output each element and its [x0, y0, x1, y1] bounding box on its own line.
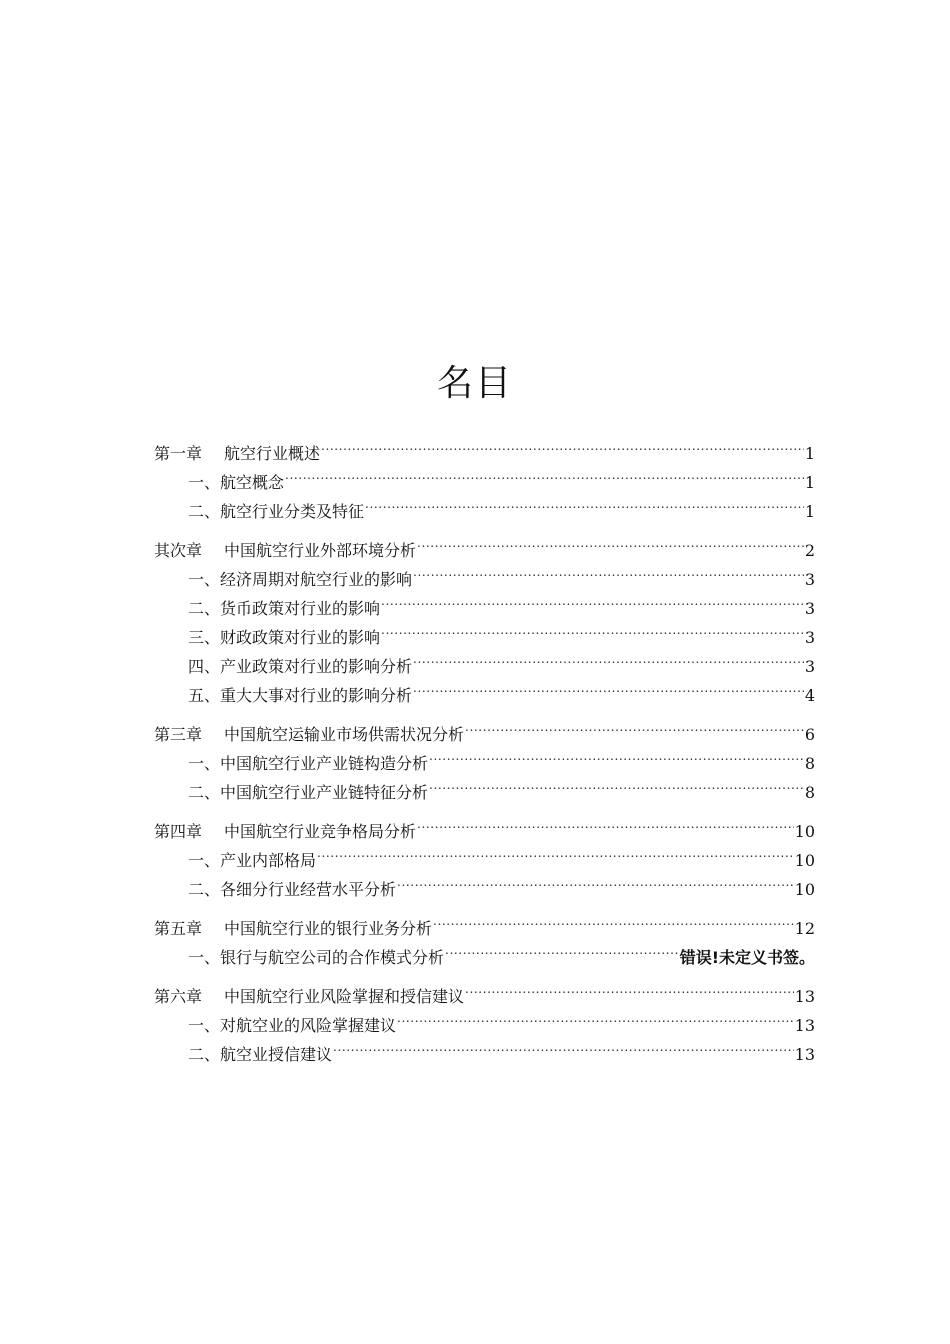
dot-leader: [417, 808, 794, 837]
toc-entry-chapter-6[interactable]: [154, 973, 815, 1006]
toc-entry-page: 2: [804, 541, 815, 560]
toc-entry-text: 航空行业概述: [224, 444, 321, 463]
toc-entry-page: 3: [804, 628, 815, 647]
toc-entry-text: 航空行业分类及特征: [220, 502, 365, 521]
toc-entry-text: 中国航空行业产业链构造分析: [220, 754, 429, 773]
toc-entry-text: 中国航空行业外部环境分析: [224, 541, 417, 560]
toc-entry-number: 二、: [188, 502, 221, 521]
toc-entry-text: 产业政策对行业的影响分析: [220, 657, 413, 676]
toc-entry-text: 产业内部格局: [220, 851, 317, 870]
toc-entry-number: 第四章: [154, 822, 203, 841]
toc-entry-text: 航空业授信建议: [220, 1045, 333, 1064]
toc-entry-page: 13: [794, 1045, 815, 1064]
toc-entry-number: 三、: [188, 628, 221, 647]
dot-leader: [285, 459, 804, 488]
dot-leader: [413, 556, 804, 585]
dot-leader: [381, 585, 804, 614]
dot-leader: [445, 934, 679, 963]
toc-entry-text: 银行与航空公司的合作模式分析: [220, 948, 445, 967]
toc-entry-text: 对航空业的风险掌握建议: [220, 1016, 397, 1035]
toc-entry-text: 中国航空运输业市场供需状况分析: [224, 725, 465, 744]
toc-entry-page: 1: [804, 502, 815, 521]
toc-entry-number: 二、: [188, 599, 221, 618]
dot-leader: [321, 430, 804, 459]
dot-leader: [317, 837, 794, 866]
toc-entry-page: 10: [794, 822, 815, 841]
toc-entry-number: 二、: [188, 1045, 221, 1064]
toc-entry-text: 中国航空行业竞争格局分析: [224, 822, 417, 841]
toc-entry-chapter-1[interactable]: [154, 430, 815, 463]
toc-entry-page: 6: [804, 725, 815, 744]
toc-entry-number: 一、: [188, 754, 221, 773]
toc-entry-number: 四、: [188, 657, 221, 676]
toc-entry-text: 货币政策对行业的影响: [220, 599, 381, 618]
dot-leader: [465, 973, 794, 1002]
toc-entry-number: 五、: [188, 686, 221, 705]
dot-leader: [429, 769, 804, 798]
toc-entry-number: 一、: [188, 1016, 221, 1035]
dot-leader: [365, 488, 804, 517]
toc-entry-text: 各细分行业经营水平分析: [220, 880, 397, 899]
toc-title: 名目: [436, 363, 513, 404]
toc-entry-text: 航空概念: [220, 473, 285, 492]
toc-entry-page: 12: [794, 919, 815, 938]
toc-entry-page: 3: [804, 570, 815, 589]
toc-entry-page: 8: [804, 783, 815, 802]
toc-entry-page: 3: [804, 657, 815, 676]
toc-entry-number: 第一章: [154, 444, 203, 463]
dot-leader: [429, 740, 804, 769]
toc-entry-number: 一、: [188, 851, 221, 870]
dot-leader: [465, 711, 804, 740]
toc-entry-number: 一、: [188, 570, 221, 589]
toc-entry-text: 财政政策对行业的影响: [220, 628, 381, 647]
toc-entry-chapter-3[interactable]: [154, 711, 815, 744]
toc-entry-text: 中国航空行业风险掌握和授信建议: [224, 987, 465, 1006]
dot-leader: [433, 905, 794, 934]
toc-entry-page: 4: [804, 686, 815, 705]
dot-leader: [333, 1031, 794, 1060]
dot-leader: [397, 866, 794, 895]
toc-entry-chapter-5[interactable]: [154, 905, 815, 938]
toc-entry-page-error: 错误!未定义书签。: [679, 948, 815, 967]
toc-entry-text: 中国航空行业的银行业务分析: [224, 919, 433, 938]
toc-entry-text: 重大大事对行业的影响分析: [220, 686, 413, 705]
toc-entry-number: 第五章: [154, 919, 203, 938]
dot-leader: [397, 1002, 794, 1031]
table-of-contents: [154, 430, 815, 1064]
toc-entry-number: 第三章: [154, 725, 203, 744]
toc-entry-number: 一、: [188, 948, 221, 967]
toc-entry-number: 第六章: [154, 987, 203, 1006]
toc-entry-page: 13: [794, 1016, 815, 1035]
toc-entry-page: 3: [804, 599, 815, 618]
toc-entry-number: 二、: [188, 880, 221, 899]
toc-entry-text: 经济周期对航空行业的影响: [220, 570, 413, 589]
toc-entry-number: 其次章: [154, 541, 203, 560]
toc-entry-chapter-4[interactable]: [154, 808, 815, 841]
toc-entry-page: 10: [794, 880, 815, 899]
toc-entry-number: 二、: [188, 783, 221, 802]
dot-leader: [413, 672, 804, 701]
dot-leader: [417, 527, 804, 556]
toc-entry-page: 1: [804, 473, 815, 492]
dot-leader: [381, 614, 804, 643]
toc-entry-page: 8: [804, 754, 815, 773]
toc-entry-page: 1: [804, 444, 815, 463]
toc-entry-text: 中国航空行业产业链特征分析: [220, 783, 429, 802]
dot-leader: [413, 643, 804, 672]
toc-entry-number: 一、: [188, 473, 221, 492]
toc-entry-page: 13: [794, 987, 815, 1006]
toc-entry-page: 10: [794, 851, 815, 870]
toc-entry-chapter-2[interactable]: [154, 527, 815, 560]
